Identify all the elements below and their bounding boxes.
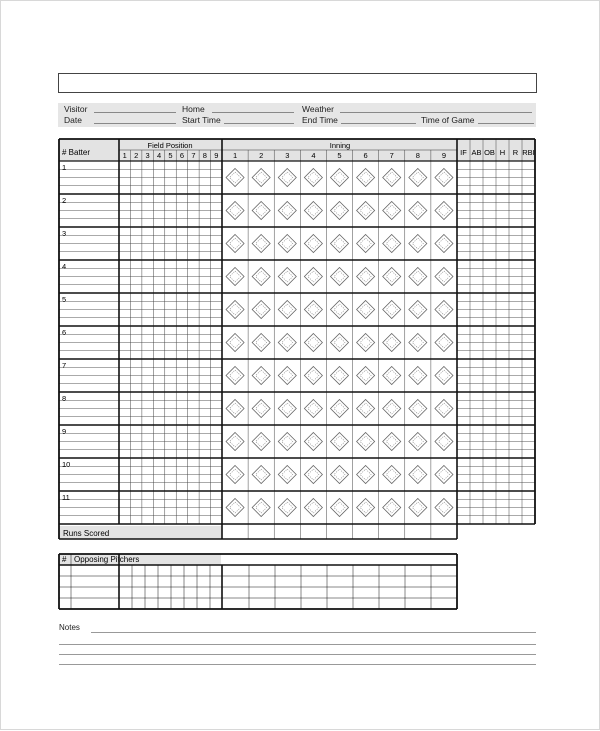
batter-number: 4 — [62, 262, 67, 271]
diamond-outer — [252, 466, 270, 484]
diamond-outer — [278, 235, 296, 253]
diamond-outer — [409, 400, 427, 418]
diamond-inner — [360, 238, 371, 249]
stat-header: R — [512, 148, 519, 157]
diamond-outer — [357, 433, 375, 451]
diamond-inner — [282, 238, 293, 249]
inning-number: 1 — [233, 151, 238, 160]
diamond-outer — [278, 202, 296, 220]
diamond-inner — [230, 205, 241, 216]
diamond-outer — [331, 235, 349, 253]
diamond-inner — [230, 403, 241, 414]
diamond-outer — [383, 400, 401, 418]
diamond-outer — [252, 400, 270, 418]
diamond-outer — [435, 235, 453, 253]
field-position-number: 8 — [202, 151, 207, 160]
diamond-outer — [278, 169, 296, 187]
diamond-inner — [282, 436, 293, 447]
diamond-inner — [412, 271, 423, 282]
diamond-inner — [412, 238, 423, 249]
time-of-game-label: Time of Game — [421, 115, 475, 125]
diamond-inner — [334, 469, 345, 480]
diamond-inner — [308, 502, 319, 513]
diamond-inner — [386, 469, 397, 480]
diamond-outer — [435, 466, 453, 484]
diamond-inner — [412, 436, 423, 447]
diamond-outer — [409, 202, 427, 220]
diamond-outer — [383, 499, 401, 517]
diamond-inner — [308, 436, 319, 447]
start-time-label: Start Time — [182, 115, 221, 125]
diamond-inner — [412, 502, 423, 513]
diamond-outer — [383, 235, 401, 253]
diamond-outer — [226, 334, 244, 352]
batter-number: 2 — [62, 196, 67, 205]
diamond-inner — [282, 469, 293, 480]
diamond-outer — [304, 334, 322, 352]
diamond-inner — [360, 337, 371, 348]
diamond-inner — [386, 502, 397, 513]
diamond-outer — [357, 400, 375, 418]
diamond-inner — [308, 271, 319, 282]
diamond-inner — [438, 469, 449, 480]
diamond-inner — [334, 238, 345, 249]
diamond-inner — [256, 304, 267, 315]
diamond-inner — [334, 370, 345, 381]
diamond-inner — [438, 271, 449, 282]
stat-header: OB — [484, 148, 495, 157]
diamond-inner — [282, 205, 293, 216]
diamond-inner — [360, 370, 371, 381]
diamond-outer — [226, 499, 244, 517]
field-position-number: 6 — [179, 151, 184, 160]
diamond-outer — [252, 499, 270, 517]
diamond-outer — [252, 367, 270, 385]
diamond-inner — [308, 238, 319, 249]
diamond-outer — [304, 235, 322, 253]
diamond-inner — [308, 469, 319, 480]
diamond-outer — [383, 268, 401, 286]
grid-lines — [59, 139, 535, 539]
diamond-outer — [357, 169, 375, 187]
diamond-inner — [230, 172, 241, 183]
stat-header: H — [499, 148, 506, 157]
field-position-numbers — [123, 151, 219, 160]
inning-number: 2 — [259, 151, 264, 160]
diamond-inner — [256, 502, 267, 513]
diamond-inner — [256, 370, 267, 381]
field-position-number: 7 — [191, 151, 196, 160]
diamond-outer — [357, 499, 375, 517]
diamond-outer — [278, 400, 296, 418]
diamond-outer — [409, 301, 427, 319]
diamond-outer — [278, 466, 296, 484]
opposing-pitchers-label: Opposing Pitchers — [74, 555, 140, 564]
diamond-inner — [438, 304, 449, 315]
diamond-outer — [304, 367, 322, 385]
home-label: Home — [182, 104, 205, 114]
diamond-outer — [409, 433, 427, 451]
batter-number: 8 — [62, 394, 67, 403]
diamond-outer — [357, 268, 375, 286]
diamond-inner — [386, 271, 397, 282]
field-position-number: 4 — [157, 151, 162, 160]
inning-number: 6 — [363, 151, 368, 160]
batter-number: 3 — [62, 229, 67, 238]
diamond-inner — [256, 205, 267, 216]
diamond-inner — [438, 337, 449, 348]
diamond-inner — [386, 304, 397, 315]
diamond-inner — [256, 403, 267, 414]
diamond-inner — [438, 205, 449, 216]
diamond-inner — [230, 436, 241, 447]
batter-header: # Batter — [62, 148, 91, 157]
diamond-outer — [435, 433, 453, 451]
diamond-inner — [230, 502, 241, 513]
inning-number: 9 — [441, 151, 446, 160]
diamond-inner — [386, 205, 397, 216]
diamond-outer — [435, 334, 453, 352]
diamond-outer — [304, 202, 322, 220]
batting-grid — [1, 1, 600, 731]
diamond-inner — [334, 337, 345, 348]
inning-number: 3 — [285, 151, 290, 160]
diamond-inner — [308, 337, 319, 348]
batter-number: 5 — [62, 295, 67, 304]
diamond-outer — [331, 334, 349, 352]
diamond-outer — [331, 202, 349, 220]
stat-header: IF — [460, 148, 467, 157]
diamond-outer — [409, 334, 427, 352]
diamond-inner — [360, 271, 371, 282]
diamond-inner — [230, 304, 241, 315]
diamond-outer — [383, 334, 401, 352]
diamond-outer — [226, 235, 244, 253]
diamond-outer — [435, 202, 453, 220]
diamond-inner — [256, 469, 267, 480]
diamond-inner — [308, 403, 319, 414]
diamond-inner — [308, 205, 319, 216]
visitor-label: Visitor — [64, 104, 88, 114]
diamond-outer — [331, 367, 349, 385]
diamond-inner — [282, 172, 293, 183]
diamond-outer — [226, 202, 244, 220]
diamond-inner — [360, 172, 371, 183]
diamond-inner — [282, 370, 293, 381]
diamond-outer — [278, 367, 296, 385]
batter-number: 9 — [62, 427, 67, 436]
diamond-outer — [331, 400, 349, 418]
notes-line[interactable] — [59, 664, 536, 665]
diamond-outer — [278, 301, 296, 319]
diamond-inner — [230, 238, 241, 249]
diamond-outer — [226, 433, 244, 451]
batter-number-labels — [62, 163, 70, 502]
diamond-outer — [252, 334, 270, 352]
diamond-outer — [383, 367, 401, 385]
diamond-outer — [304, 499, 322, 517]
field-position-number: 9 — [214, 151, 219, 160]
diamond-outer — [252, 268, 270, 286]
diamond-outer — [435, 367, 453, 385]
diamond-inner — [230, 469, 241, 480]
diamond-inner — [334, 172, 345, 183]
diamond-inner — [230, 370, 241, 381]
inning-number: 5 — [337, 151, 342, 160]
diamond-outer — [278, 268, 296, 286]
diamond-inner — [438, 403, 449, 414]
diamond-inner — [412, 370, 423, 381]
stat-header: AB — [471, 148, 482, 157]
pitchers-num-label: # — [62, 555, 67, 564]
diamond-inner — [256, 436, 267, 447]
diamond-outer — [226, 466, 244, 484]
diamond-outer — [383, 169, 401, 187]
diamond-inner — [256, 337, 267, 348]
diamond-outer — [278, 499, 296, 517]
diamond-inner — [438, 502, 449, 513]
diamond-inner — [256, 271, 267, 282]
diamond-outer — [435, 169, 453, 187]
diamond-outer — [357, 235, 375, 253]
diamond-outer — [409, 235, 427, 253]
diamond-outer — [304, 466, 322, 484]
inning-header: Inning — [329, 141, 351, 150]
diamond-inner — [282, 502, 293, 513]
diamond-outer — [226, 400, 244, 418]
diamond-inner — [412, 205, 423, 216]
diamond-inner — [386, 436, 397, 447]
diamond-outer — [357, 202, 375, 220]
diamond-outer — [304, 268, 322, 286]
diamond-inner — [412, 172, 423, 183]
diamond-inner — [360, 436, 371, 447]
diamond-inner — [360, 469, 371, 480]
diamond-outer — [383, 202, 401, 220]
field-position-number: 1 — [122, 151, 127, 160]
diamond-outer — [409, 367, 427, 385]
notes-line[interactable] — [59, 644, 536, 645]
diamond-inner — [334, 502, 345, 513]
diamond-outer — [331, 433, 349, 451]
diamond-outer — [435, 499, 453, 517]
diamond-outer — [331, 301, 349, 319]
diamond-inner — [282, 403, 293, 414]
diamond-inner — [282, 337, 293, 348]
diamond-inner — [334, 271, 345, 282]
diamond-outer — [304, 433, 322, 451]
diamond-outer — [357, 367, 375, 385]
diamond-inner — [360, 205, 371, 216]
diamond-outer — [357, 301, 375, 319]
weather-label: Weather — [302, 104, 334, 114]
diamond-outer — [409, 268, 427, 286]
diamond-outer — [435, 301, 453, 319]
diamond-outer — [252, 202, 270, 220]
diamond-outer — [331, 499, 349, 517]
field-position-number: 2 — [134, 151, 139, 160]
date-label: Date — [64, 115, 82, 125]
diamond-inner — [360, 304, 371, 315]
diamond-inner — [230, 271, 241, 282]
runs-scored-label: Runs Scored — [63, 529, 110, 538]
diamond-inner — [334, 205, 345, 216]
diamond-inner — [386, 172, 397, 183]
inning-number: 7 — [389, 151, 394, 160]
diamond-outer — [226, 367, 244, 385]
diamond-inner — [360, 403, 371, 414]
diamond-outer — [304, 400, 322, 418]
diamond-outer — [409, 169, 427, 187]
diamond-inner — [360, 502, 371, 513]
stat-header: RBI — [522, 148, 535, 157]
batter-number: 10 — [62, 460, 71, 469]
diamond-outer — [409, 499, 427, 517]
diamond-inner — [386, 403, 397, 414]
diamond-inner — [438, 172, 449, 183]
notes-line[interactable] — [59, 654, 536, 655]
diamond-outer — [331, 169, 349, 187]
diamond-inner — [334, 304, 345, 315]
diamond-inner — [282, 304, 293, 315]
batter-number: 7 — [62, 361, 67, 370]
diamond-outer — [278, 334, 296, 352]
diamond-inner — [334, 403, 345, 414]
diamond-inner — [230, 337, 241, 348]
diamond-outer — [252, 235, 270, 253]
field-position-header: Field Position — [147, 141, 193, 150]
diamond-inner — [256, 172, 267, 183]
diamond-outer — [252, 169, 270, 187]
diamond-outer — [383, 301, 401, 319]
diamond-outer — [409, 466, 427, 484]
batter-number: 11 — [62, 493, 70, 502]
diamond-outer — [383, 466, 401, 484]
diamond-outer — [226, 301, 244, 319]
inning-number: 8 — [415, 151, 420, 160]
diamond-inner — [386, 238, 397, 249]
diamond-outer — [331, 466, 349, 484]
diamond-outer — [304, 301, 322, 319]
diamond-inner — [386, 337, 397, 348]
diamond-inner — [334, 436, 345, 447]
diamond-inner — [438, 238, 449, 249]
diamond-outer — [252, 301, 270, 319]
inning-number: 4 — [311, 151, 316, 160]
diamond-inner — [308, 370, 319, 381]
diamond-outer — [357, 334, 375, 352]
diamond-inner — [438, 436, 449, 447]
diamond-inner — [412, 403, 423, 414]
diamond-inner — [438, 370, 449, 381]
field-position-number: 3 — [145, 151, 150, 160]
diamond-outer — [331, 268, 349, 286]
diamond-outer — [435, 400, 453, 418]
diamond-outer — [304, 169, 322, 187]
diamond-outer — [383, 433, 401, 451]
diamond-outer — [252, 433, 270, 451]
batter-number: 6 — [62, 328, 67, 337]
diamond-inner — [308, 172, 319, 183]
end-time-label: End Time — [302, 115, 338, 125]
diamond-outer — [226, 169, 244, 187]
batter-number: 1 — [62, 163, 67, 172]
diamond-inner — [412, 469, 423, 480]
diamond-cells — [226, 169, 453, 517]
diamond-outer — [357, 466, 375, 484]
diamond-inner — [282, 271, 293, 282]
diamond-inner — [412, 337, 423, 348]
diamond-outer — [435, 268, 453, 286]
notes-label: Notes — [59, 623, 80, 632]
field-position-number: 5 — [168, 151, 173, 160]
pitchers-grid — [59, 554, 457, 609]
diamond-inner — [386, 370, 397, 381]
diamond-inner — [256, 238, 267, 249]
diamond-inner — [308, 304, 319, 315]
diamond-outer — [278, 433, 296, 451]
diamond-inner — [412, 304, 423, 315]
diamond-outer — [226, 268, 244, 286]
notes-line[interactable] — [91, 632, 536, 633]
